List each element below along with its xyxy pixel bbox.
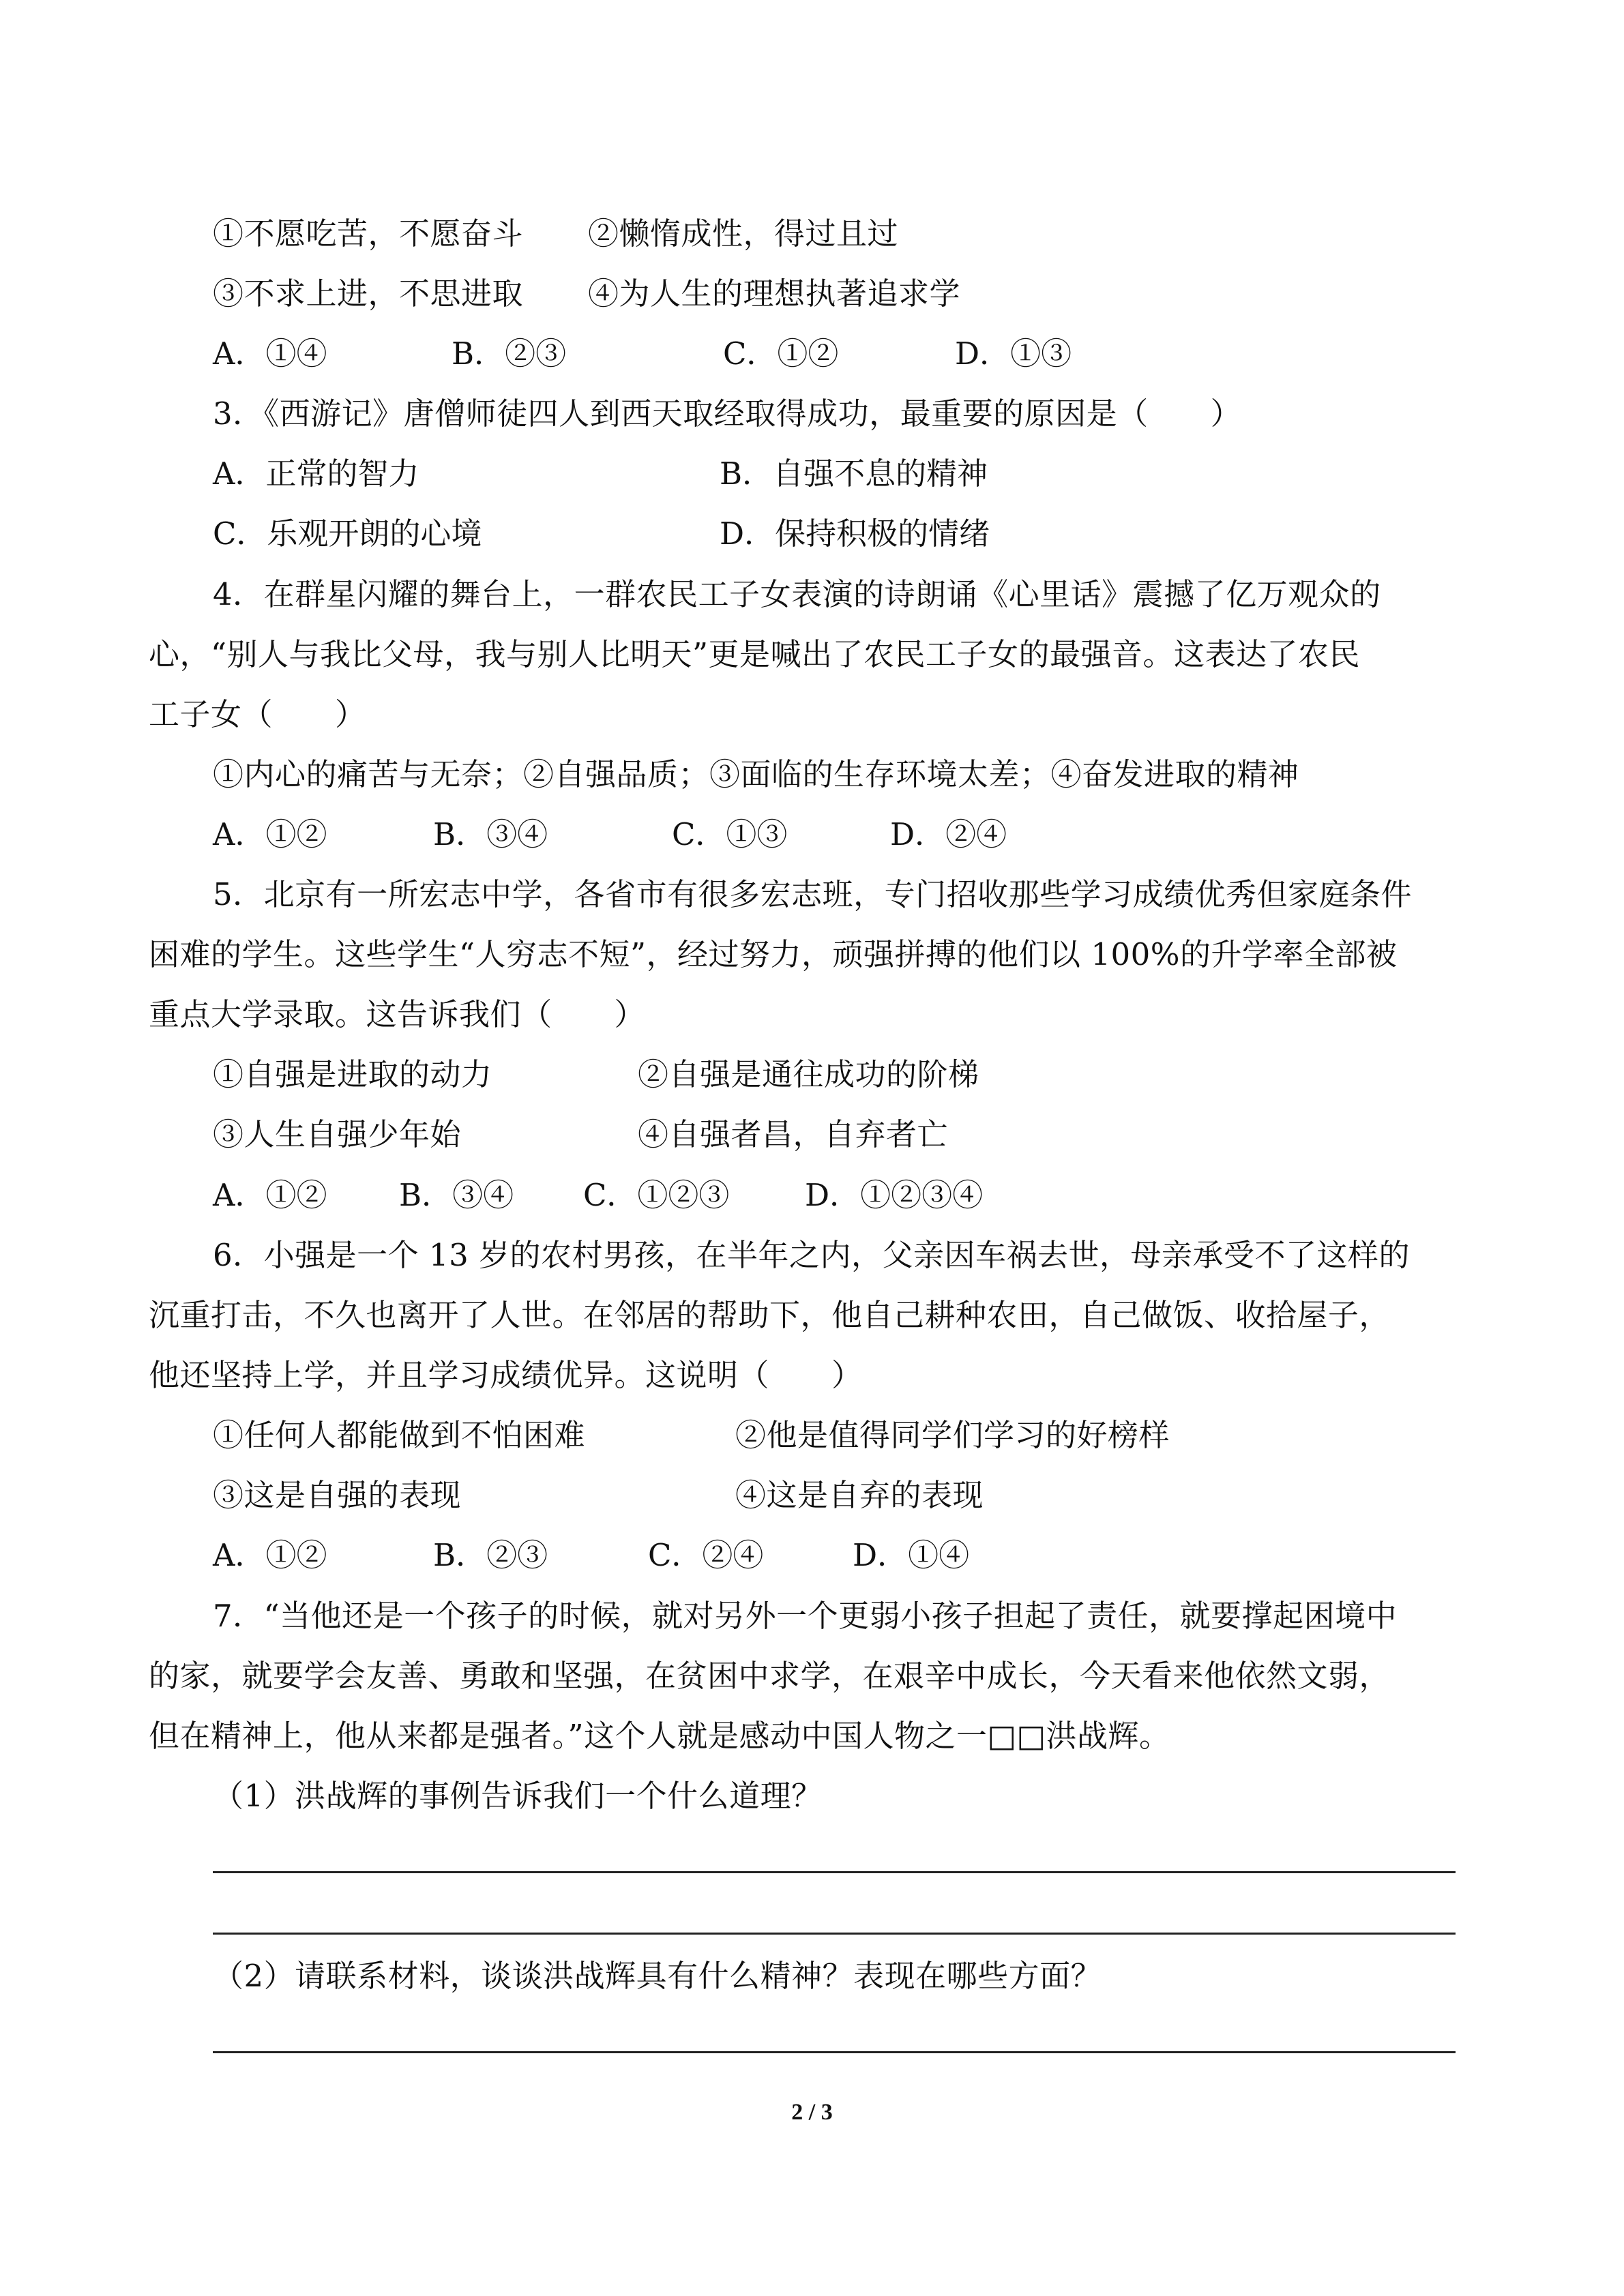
q4-stem-line-1: 4．在群星闪耀的舞台上，一群农民工子女表演的诗朗诵《心里话》震撼了亿万观众的	[213, 576, 1381, 612]
q6-option-2: ②他是值得同学们学习的好榜样	[735, 1417, 1170, 1453]
q3-choice-a: A．正常的智力	[213, 456, 419, 492]
q5-option-1: ①自强是进取的动力	[213, 1056, 492, 1092]
q4-stem-line-2: 心，“别人与我比父母，我与别人比明天”更是喊出了农民工子女的最强音。这表达了农民	[149, 636, 1361, 672]
q4-choice-d: D．②④	[890, 816, 1007, 852]
q5-choice-b: B．③④	[399, 1177, 514, 1213]
q2-choice-c: C．①②	[723, 336, 839, 372]
q2-choice-a: A．①④	[213, 336, 327, 372]
q5-stem-line-2: 困难的学生。这些学生“人穷志不短”，经过努力，顽强拼搏的他们以 100%的升学率全部被	[149, 936, 1398, 972]
q7-stem-line-2: 的家，就要学会友善、勇敢和坚强，在贫困中求学，在艰辛中成长，今天看来他依然文弱，	[149, 1658, 1391, 1694]
q4-choice-c: C．①③	[672, 816, 788, 852]
q5-choice-d: D．①②③④	[805, 1177, 984, 1213]
q6-stem-line-2: 沉重打击，不久也离开了人世。在邻居的帮助下，他自己耕种农田，自己做饭、收拾屋子，	[149, 1297, 1391, 1333]
q5-option-4: ④自强者昌，自弃者亡	[638, 1116, 949, 1152]
q4-stem-line-3: 工子女（ ）	[149, 696, 366, 732]
q7-stem-line-3: 但在精神上，他从来都是强者。”这个人就是感动中国人物之一□□洪战辉。	[149, 1718, 1170, 1754]
answer-line-2[interactable]	[213, 1933, 1456, 1935]
q5-option-3: ③人生自强少年始	[213, 1116, 462, 1152]
q3-stem: 3．《西游记》唐僧师徒四人到西天取经取得成功，最重要的原因是（ ）	[213, 396, 1242, 432]
q6-option-1: ①任何人都能做到不怕困难	[213, 1417, 586, 1453]
q4-options: ①内心的痛苦与无奈；②自强品质；③面临的生存环境太差；④奋发进取的精神	[213, 756, 1299, 792]
q5-stem-line-1: 5．北京有一所宏志中学，各省市有很多宏志班，专门招收那些学习成绩优秀但家庭条件	[213, 876, 1413, 912]
q3-choice-c: C．乐观开朗的心境	[213, 516, 482, 552]
q4-choice-a: A．①②	[213, 816, 327, 852]
q6-choice-c: C．②④	[648, 1537, 764, 1573]
q7-subquestion-2: （2）请联系材料，谈谈洪战辉具有什么精神？表现在哪些方面？	[213, 1958, 1102, 1994]
q2-choice-d: D．①③	[955, 336, 1072, 372]
q2-option-3: ③不求上进，不思进取	[213, 275, 524, 312]
q2-option-1: ①不愿吃苦，不愿奋斗	[213, 215, 524, 252]
q5-option-2: ②自强是通往成功的阶梯	[638, 1056, 979, 1092]
q6-choice-b: B．②③	[433, 1537, 548, 1573]
page-number: 2 / 3	[791, 2100, 833, 2125]
q7-stem-line-1: 7．“当他还是一个孩子的时候，就对另外一个更弱小孩子担起了责任，就要撑起困境中	[213, 1598, 1398, 1634]
q6-option-4: ④这是自弃的表现	[735, 1477, 984, 1513]
q5-stem-line-3: 重点大学录取。这告诉我们（ ）	[149, 996, 646, 1032]
answer-line-3[interactable]	[213, 2051, 1456, 2053]
q3-choice-d: D．保持积极的情绪	[720, 516, 990, 552]
q2-option-4: ④为人生的理想执著追求学	[588, 275, 961, 312]
q4-choice-b: B．③④	[433, 816, 548, 852]
q7-subquestion-1: （1）洪战辉的事例告诉我们一个什么道理？	[213, 1778, 823, 1814]
q6-choice-d: D．①④	[853, 1537, 970, 1573]
q2-option-2: ②懒惰成性，得过且过	[588, 215, 899, 252]
q6-stem-line-1: 6．小强是一个 13 岁的农村男孩，在半年之内，父亲因车祸去世，母亲承受不了这样的	[213, 1237, 1411, 1273]
q5-choice-a: A．①②	[213, 1177, 327, 1213]
q6-stem-line-3: 他还坚持上学，并且学习成绩优异。这说明（ ）	[149, 1357, 863, 1393]
q6-choice-a: A．①②	[213, 1537, 327, 1573]
q5-choice-c: C．①②③	[583, 1177, 730, 1213]
q2-choice-b: B．②③	[452, 336, 567, 372]
q6-option-3: ③这是自强的表现	[213, 1477, 462, 1513]
answer-line-1[interactable]	[213, 1871, 1456, 1873]
q3-choice-b: B．自强不息的精神	[720, 456, 988, 492]
